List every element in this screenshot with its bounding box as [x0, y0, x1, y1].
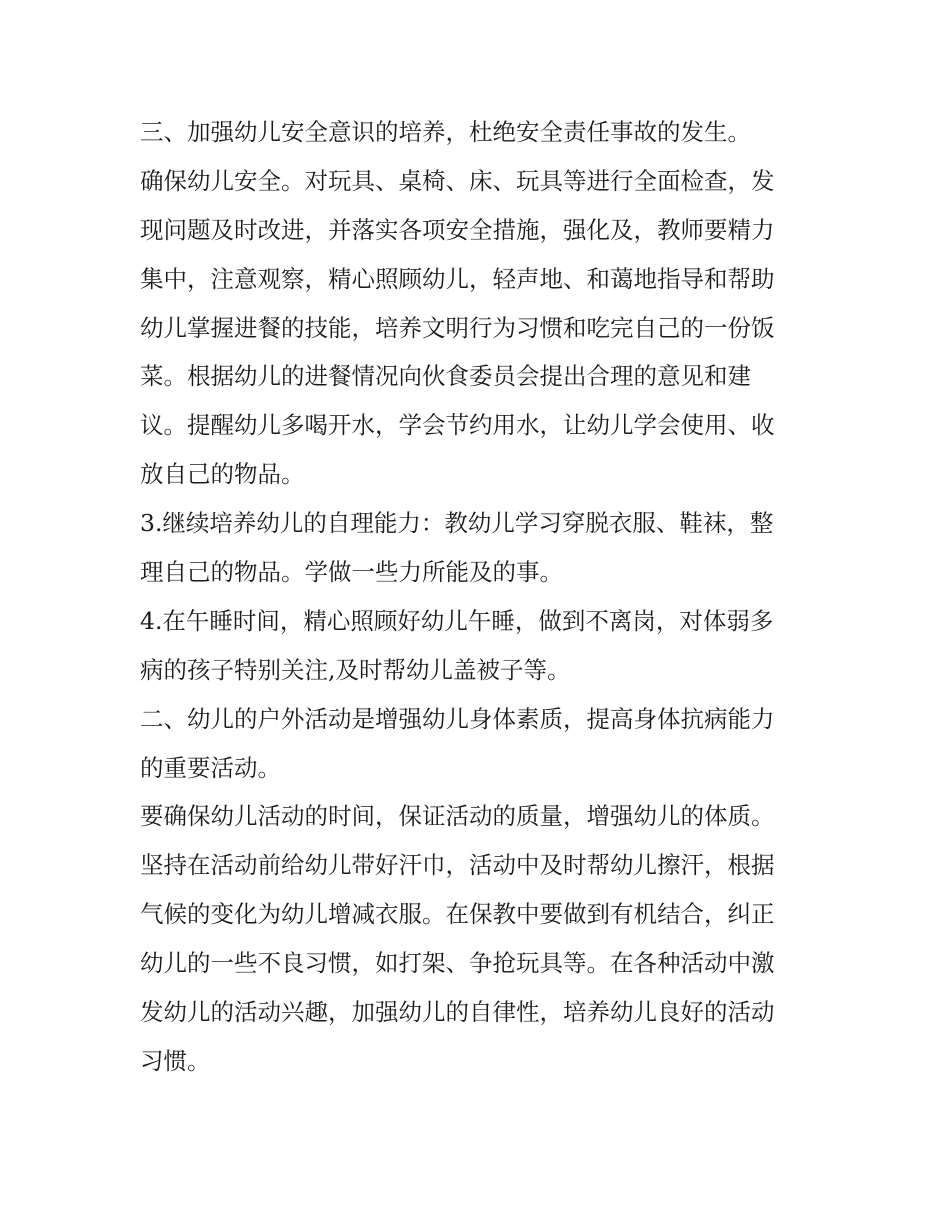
section-heading-safety: 三、加强幼儿安全意识的培养，杜绝安全责任事故的发生。 — [140, 118, 751, 146]
text-line: 气候的变化为幼儿增减衣服。在保教中要做到有机结合，纠正 — [140, 900, 775, 929]
text-line: 放自己的物品。 — [140, 460, 305, 489]
text-line: 病的孩子特别关注,及时帮幼儿盖被子等。 — [140, 655, 571, 684]
text-line: 幼儿掌握进餐的技能，培养文明行为习惯和吃完自己的一份饭 — [140, 313, 775, 342]
section-heading-outdoor: 二、幼儿的户外活动是增强幼儿身体素质，提高身体抗病能力 — [140, 704, 775, 733]
text-line: 习惯。 — [140, 1046, 211, 1075]
document-body — [140, 108, 820, 1086]
text-line: 要确保幼儿活动的时间，保证活动的质量，增强幼儿的体质。 — [140, 802, 775, 831]
text-line: 菜。根据幼儿的进餐情况向伙食委员会提出合理的意见和建 — [140, 362, 751, 391]
text-line: 现问题及时改进，并落实各项安全措施，强化及，教师要精力 — [140, 215, 775, 244]
text-line: 发幼儿的活动兴趣，加强幼儿的自律性，培养幼儿良好的活动 — [140, 998, 775, 1027]
text-line: 的重要活动。 — [140, 753, 281, 782]
text-line: 确保幼儿安全。对玩具、桌椅、床、玩具等进行全面检查，发 — [140, 166, 775, 195]
text-line: 幼儿的一些不良习惯，如打架、争抢玩具等。在各种活动中激 — [140, 949, 775, 978]
list-item-4: 4.在午睡时间，精心照顾好幼儿午睡，做到不离岗，对体弱多 — [140, 606, 774, 635]
text-line: 理自己的物品。学做一些力所能及的事。 — [140, 558, 563, 587]
list-item-3: 3.继续培养幼儿的自理能力：教幼儿学习穿脱衣服、鞋袜，整 — [140, 509, 774, 538]
text-line: 集中，注意观察，精心照顾幼儿，轻声地、和蔼地指导和帮助 — [140, 264, 775, 293]
text-line: 议。提醒幼儿多喝开水，学会节约用水，让幼儿学会使用、收 — [140, 411, 775, 440]
text-line: 坚持在活动前给幼儿带好汗巾，活动中及时帮幼儿擦汗，根据 — [140, 851, 775, 880]
